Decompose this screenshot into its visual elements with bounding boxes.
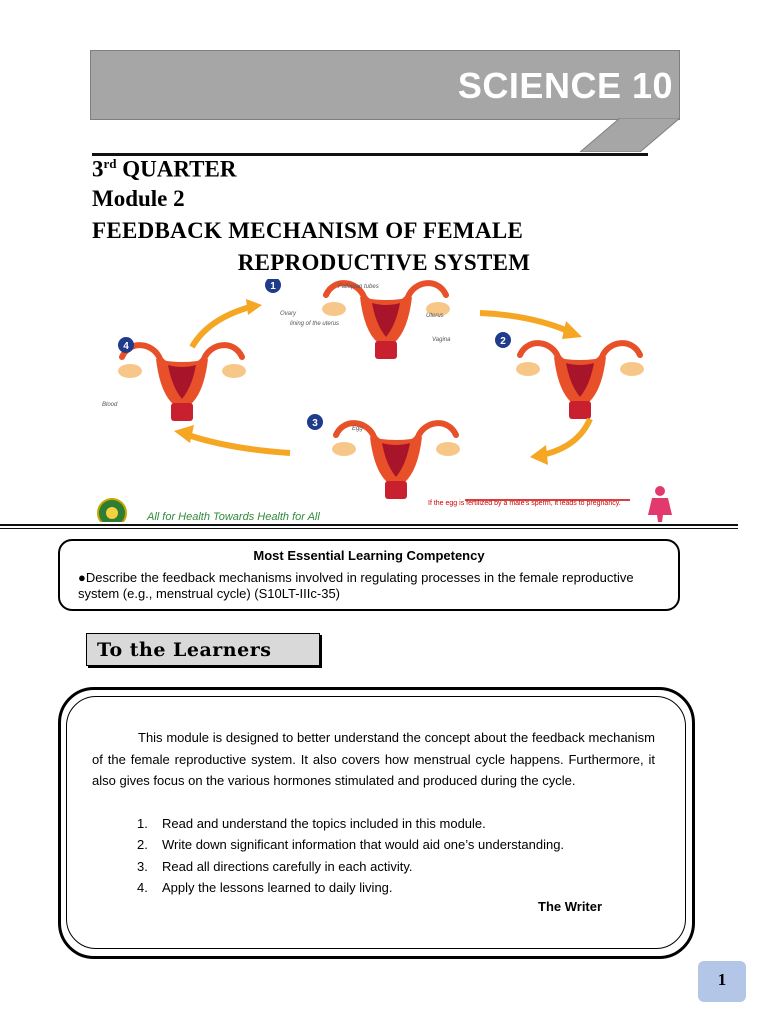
label-vagina: Vagina [432,337,451,343]
label-fallopian-tubes: Fallopian tubes [338,284,379,290]
page-number-badge [698,961,746,1002]
competency-box [58,539,680,611]
label-lining: lining of the uterus [290,321,340,327]
list-item: 3. Read all directions carefully in each activity. [137,858,413,874]
subject-title: SCIENCE 10 [457,65,673,106]
section-divider [0,524,738,526]
stage-1-number: 1 [270,281,276,292]
module-heading: Module 2 [92,186,185,211]
stage-3-uterus [332,423,460,499]
title-banner [90,50,680,120]
arrow-3-to-4 [188,435,290,453]
competency-text: ●Describe the feedback mechanisms involved in regulating processes in the female reproductive system (e.g., menstrual cycle) (S10LT-IIIc-35) [78,570,634,601]
list-item: 1. Read and understand the topics included in this module. [137,816,486,831]
stage-2-number: 2 [500,336,506,347]
competency-heading: Most Essential Learning Competency [253,548,485,563]
stage-4-uterus [118,345,246,421]
module-title-line2: REPRODUCTIVE SYSTEM [237,250,531,275]
label-ovary: Ovary [280,311,297,317]
stage-4-number: 4 [123,341,129,352]
stage-2-uterus [516,343,644,419]
page-number: 1 [717,970,727,989]
learners-paragraph: This module is designed to better understand the concept about the feedback mechanism of the female reproductive system. It also covers how menstrual cycle happens. Furthermore, it also gives focus on the various hormones stimulated and produced during the cycle. [92,730,655,788]
pregnancy-note: If the egg is fertilized by a male's sperm, it leads to pregnancy. [428,500,621,507]
deped-seal-icon [98,499,126,522]
label-uterus: Uterus [426,313,444,319]
arrow-2-to-3 [542,419,590,455]
writer-signature: The Writer [538,899,603,914]
section-divider-thin [0,528,738,529]
list-item: 4. Apply the lessons learned to daily living. [137,879,393,895]
arrow-4-to-1 [192,307,250,347]
label-egg: Egg [352,426,363,432]
label-blood: Blood [102,402,118,408]
banner-fold-shape [580,118,680,152]
stage-1-uterus [322,283,450,359]
health-slogan: All for Health Towards Health for All [147,511,320,523]
learners-heading-box [86,633,320,666]
learners-instructions [137,813,564,898]
module-title-line1: FEEDBACK MECHANISM OF FEMALE [92,218,524,243]
stage-3-number: 3 [312,418,318,429]
learners-heading: To the Learners [97,639,272,661]
pregnant-woman-icon [648,486,672,522]
menstrual-cycle-illustration [90,279,675,522]
quarter-heading: 3rd QUARTER [92,156,237,182]
list-item: 2. Write down significant information that would aid one’s understanding. [137,837,565,853]
arrow-1-to-2 [480,313,568,331]
